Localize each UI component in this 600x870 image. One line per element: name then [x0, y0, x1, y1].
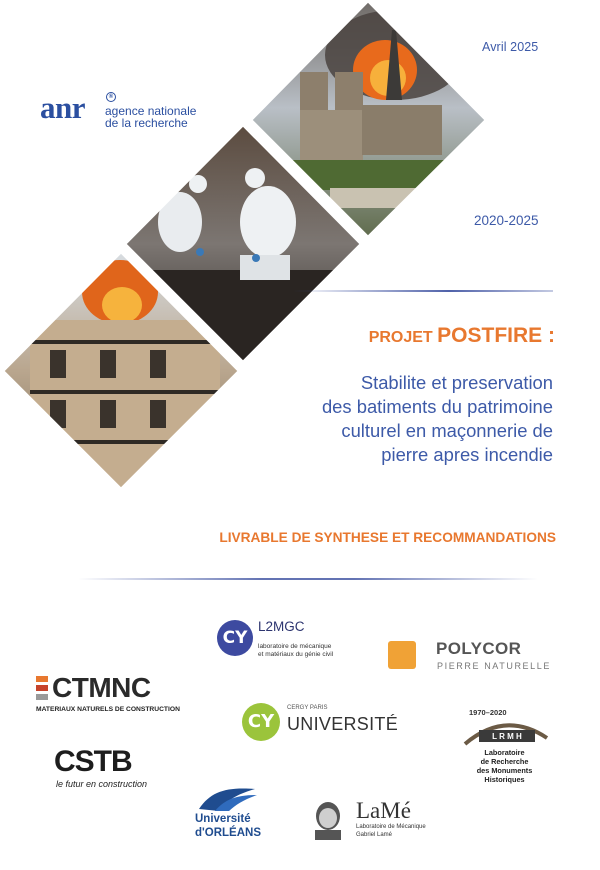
lame-tagline [356, 824, 426, 839]
lrmh-line-2: de Recherche [480, 757, 529, 766]
lrmh-line-3: des Monuments [476, 766, 533, 775]
orleans-wave-icon [197, 785, 259, 813]
deliverable-title: LIVRABLE DE SYNTHESE ET RECOMMANDATIONS [219, 530, 556, 545]
lrmh-letters: L R M H [492, 732, 522, 741]
lame-logo [305, 800, 450, 844]
orleans-line-1: Université [195, 813, 251, 825]
lrmh-line-4: Historiques [484, 775, 525, 784]
project-title [369, 324, 555, 348]
lrmh-logo [447, 708, 567, 790]
ctmnc-name: CTMNC [52, 672, 151, 703]
anr-name-line-2: de la recherche [105, 116, 188, 130]
registered-mark: ® [106, 92, 116, 102]
polycor-logo [388, 639, 558, 675]
ctmnc-stripes-icon [36, 676, 48, 700]
cstb-name: CSTB [54, 745, 132, 778]
polycor-tagline: PIERRE NATURELLE [437, 661, 551, 671]
anr-name-line-1: agence nationale [105, 104, 197, 118]
subtitle-line: Stabilite et preservation [360, 372, 553, 393]
anr-wordmark: anr [40, 90, 85, 125]
lrmh-years: 1970–2020 [469, 708, 507, 717]
ctmnc-logo [36, 674, 196, 718]
orleans-line-2: d'ORLÉANS [195, 827, 261, 839]
cyu-small-text: CERGY PARIS [287, 705, 328, 711]
subtitle-line: culturel en maçonnerie de [341, 420, 553, 441]
cstb-tagline: le futur en construction [56, 779, 148, 789]
anr-logo [40, 92, 210, 136]
lame-portrait-icon [305, 800, 351, 840]
anr-name [105, 105, 215, 129]
divider-top [293, 290, 553, 292]
cy-badge-icon: CY [217, 620, 253, 656]
polycor-name: POLYCOR [436, 639, 522, 658]
l2mgc-name: L2MGC [258, 619, 305, 634]
project-name: POSTFIRE [437, 324, 543, 347]
lame-name: LaMé [356, 798, 411, 823]
project-prefix: PROJET [368, 329, 438, 346]
subtitle-line: pierre apres incendie [381, 444, 553, 465]
universite-orleans-logo [193, 785, 273, 843]
project-colon: : [542, 324, 555, 347]
l2mgc-desc-line-1: laboratoire de mécanique [258, 643, 332, 650]
l2mgc-logo [217, 616, 357, 666]
cy-universite-logo [242, 701, 402, 749]
l2mgc-description [258, 643, 358, 659]
lame-tagline-line-2: Gabriel Lamé [356, 831, 393, 838]
l2mgc-desc-line-2: et matériaux du génie civil [258, 651, 334, 658]
subtitle-line: des batiments du patrimoine [321, 396, 553, 417]
project-subtitle [223, 371, 553, 467]
ctmnc-tagline: MATERIAUX NATURELS DE CONSTRUCTION [36, 706, 180, 713]
lame-tagline-line-1: Laboratoire de Mécanique [356, 824, 426, 830]
lrmh-line-1: Laboratoire [484, 748, 525, 757]
publication-date: Avril 2025 [482, 40, 539, 54]
cstb-logo [54, 746, 174, 794]
cy-badge-icon: CY [242, 703, 280, 741]
polycor-emblem-icon [388, 641, 416, 669]
project-period: 2020-2025 [474, 213, 539, 228]
lrmh-name [447, 748, 562, 784]
cyu-name: UNIVERSITÉ [287, 714, 399, 734]
divider-bottom [78, 578, 538, 580]
